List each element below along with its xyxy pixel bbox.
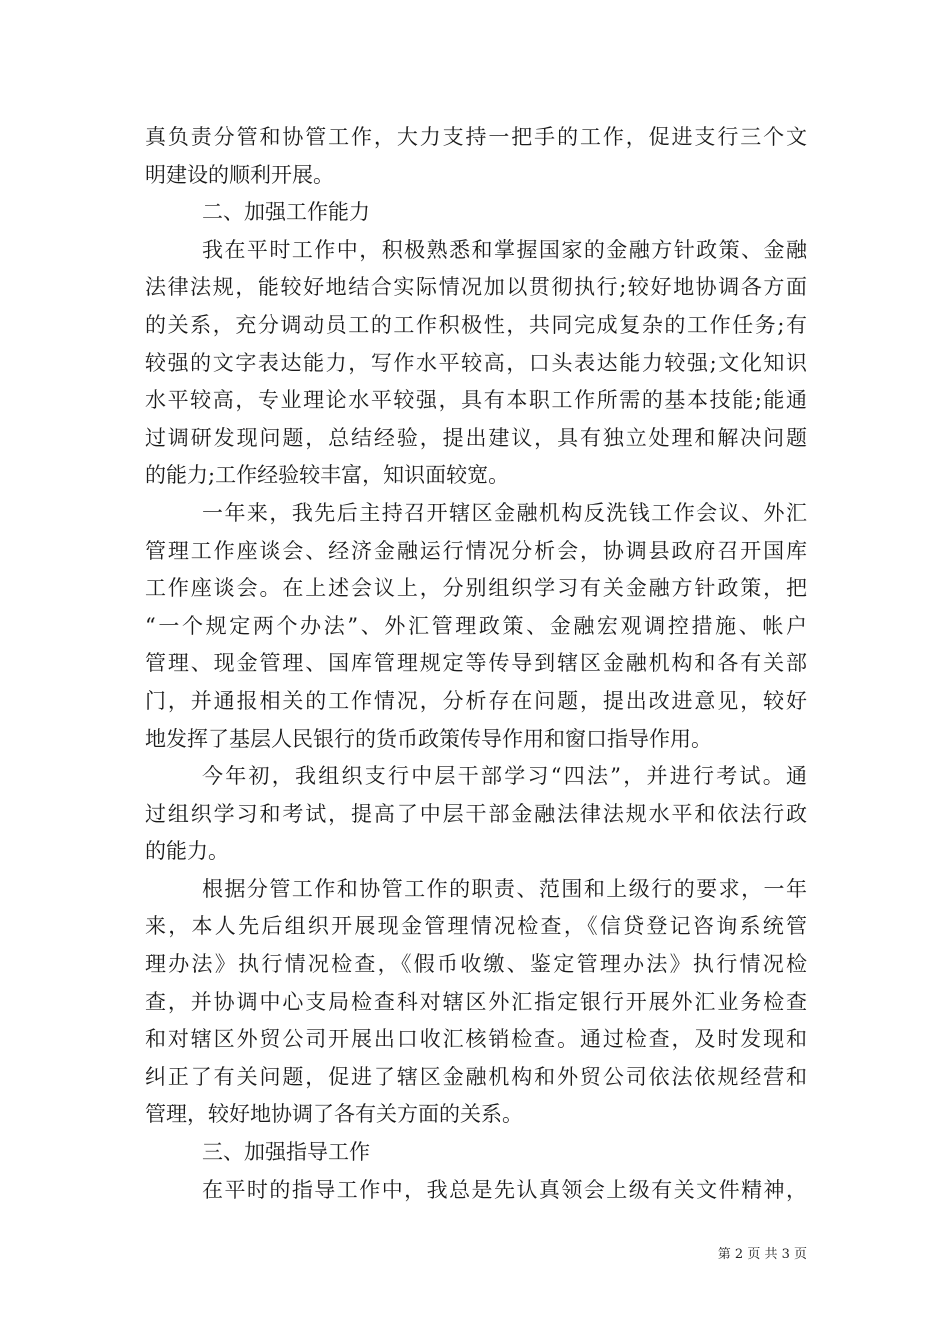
text-line: 理办法》执行情况检查，《假币收缴、鉴定管理办法》执行情况检 <box>145 952 807 977</box>
text-line: 今年初，我组织支行中层干部学习“四法”，并进行考试。通 <box>202 764 807 789</box>
text-line: 水平较高，专业理论水平较强，具有本职工作所需的基本技能;能通 <box>145 388 807 413</box>
text-line: 和对辖区外贸公司开展出口收汇核销检查。通过检查，及时发现和 <box>145 1027 807 1052</box>
text-line: 的能力;工作经验较丰富，知识面较宽。 <box>145 463 510 488</box>
document-body <box>145 119 807 1209</box>
text-line: 的关系，充分调动员工的工作积极性，共同完成复杂的工作任务;有 <box>145 312 807 337</box>
text-line: 较强的文字表达能力，写作水平较高，口头表达能力较强;文化知识 <box>145 350 807 375</box>
text-line: 工作座谈会。在上述会议上，分别组织学习有关金融方针政策，把 <box>145 576 807 601</box>
text-line: 过组织学习和考试，提高了中层干部金融法律法规水平和依法行政 <box>145 801 807 826</box>
text-line: 管理、现金管理、国库管理规定等传导到辖区金融机构和各有关部 <box>145 651 807 676</box>
text-line: 我在平时工作中，积极熟悉和掌握国家的金融方针政策、金融 <box>202 237 807 262</box>
text-line: 管理工作座谈会、经济金融运行情况分析会，协调县政府召开国库 <box>145 538 807 563</box>
text-line: 根据分管工作和协管工作的职责、范围和上级行的要求，一年 <box>202 876 807 901</box>
section-heading: 二、加强工作能力 <box>202 200 370 225</box>
text-line: 过调研发现问题，总结经验，提出建议，具有独立处理和解决问题 <box>145 425 807 450</box>
text-line: 一年来，我先后主持召开辖区金融机构反洗钱工作会议、外汇 <box>202 500 807 525</box>
text-line: 的能力。 <box>145 839 229 864</box>
text-line: 在平时的指导工作中，我总是先认真领会上级有关文件精神， <box>202 1177 807 1202</box>
text-line: 纠正了有关问题，促进了辖区金融机构和外贸公司依法依规经营和 <box>145 1064 807 1089</box>
text-line: 门，并通报相关的工作情况，分析存在问题，提出改进意见，较好 <box>145 688 807 713</box>
text-line: 真负责分管和协管工作，大力支持一把手的工作，促进支行三个文 <box>145 125 807 149</box>
text-line: 来，本人先后组织开展现金管理情况检查，《信贷登记咨询系统管 <box>145 914 807 939</box>
text-line: “一个规定两个办法”、外汇管理政策、金融宏观调控措施、帐户 <box>145 613 807 638</box>
text-line: 地发挥了基层人民银行的货币政策传导作用和窗口指导作用。 <box>145 726 712 751</box>
text-line: 管理，较好地协调了各有关方面的关系。 <box>145 1102 523 1127</box>
text-line: 法律法规，能较好地结合实际情况加以贯彻执行;较好地协调各方面 <box>145 275 807 300</box>
text-line: 明建设的顺利开展。 <box>145 162 334 187</box>
section-heading: 三、加强指导工作 <box>202 1140 370 1165</box>
page-number-footer: 第 2 页 共 3 页 <box>717 1247 807 1262</box>
text-line: 查，并协调中心支局检查科对辖区外汇指定银行开展外汇业务检查 <box>145 989 807 1014</box>
